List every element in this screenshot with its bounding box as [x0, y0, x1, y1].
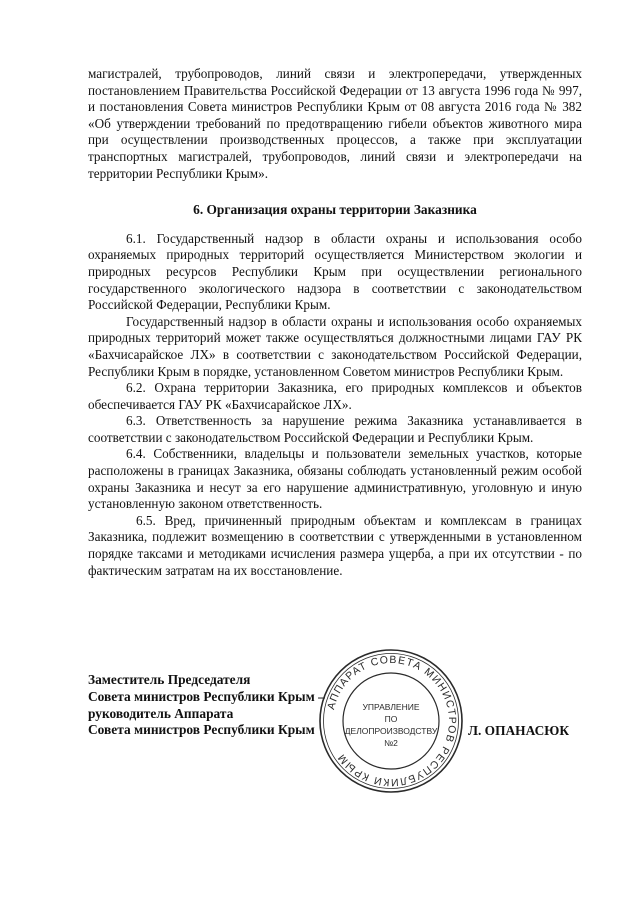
stamp-center-line-1: УПРАВЛЕНИЕ: [362, 702, 420, 712]
paragraph-continuation: магистралей, трубопроводов, линий связи и электропередачи, утвержденных постановлением Правительства Российской Федерации от 13 августа 1996 года № 997, и постановления Совета министров Республики Крым от 08 августа 2016 года № 382 «Об утверждении требований по предотвращению гибели объектов животного мира при осуществлении производственных процессов, а также при эксплуатации транспортных магистралей, трубопроводов, линий связи и электропередачи на территории Республики Крым».: [88, 66, 582, 181]
paragraph-6-3: 6.3. Ответственность за нарушение режима Заказника устанавливается в соответствии с законодательством Российской Федерации и Республики Крым.: [88, 413, 582, 445]
paragraph-6-5: 6.5. Вред, причиненный природным объектам и комплексам в границах Заказника, подлежит возмещению в соответствии с утвержденными в установленном порядке таксами и методиками исчисления размера ущерба, а при их отсутствии - по фактическим затратам на их восстановление.: [88, 512, 582, 578]
paragraph-6-1: 6.1. Государственный надзор в области охраны и использования особо охраняемых природных территорий осуществляется Министерством экологии и природных ресурсов Республики Крым при осуществлении регионального государственного экологического надзора в соответствии с законодательством Российской Федерации, Республики Крым.: [88, 230, 582, 313]
paragraph-6-2: 6.2. Охрана территории Заказника, его природных комплексов и объектов обеспечивается ГАУ РК «Бахчисарайское ЛХ».: [88, 380, 582, 412]
stamp-center-line-4: №2: [384, 738, 398, 748]
stamp-ring-text: АППАРАТ СОВЕТА МИНИСТРОВ РЕСПУБЛИКИ КРЫМ: [325, 653, 459, 789]
signature-line-3: руководитель Аппарата: [88, 705, 234, 721]
paragraph-6-1-cont: Государственный надзор в области охраны и использования особо охраняемых природных территорий может также осуществляться должностными лицами ГАУ РК «Бахчисарайское ЛХ» в соответствии с законодательством Российской Федерации, Республики Крым в порядке, установленном Советом министров Республики Крым.: [88, 313, 582, 379]
signature-line-1: Заместитель Председателя: [88, 672, 251, 687]
paragraph-6-4: 6.4. Собственники, владельцы и пользователи земельных участков, которые расположены в границах Заказника, обязаны соблюдать установленный режим особой охраны Заказника и несут за его нарушение административную, уголовную и иную установленную законом ответственность.: [88, 446, 582, 512]
section-heading: 6. Организация охраны территории Заказника: [193, 202, 477, 218]
signatory-name: Л. ОПАНАСЮК: [468, 723, 570, 738]
stamp-center-line-2: ПО: [384, 714, 398, 724]
official-stamp: [316, 646, 466, 796]
signature-line-4: Совета министров Республики Крым: [88, 722, 315, 738]
stamp-center-line-3: ДЕЛОПРОИЗВОДСТВУ: [344, 726, 438, 736]
document-body: [88, 66, 582, 579]
signature-line-2: Совета министров Республики Крым –: [88, 688, 325, 704]
